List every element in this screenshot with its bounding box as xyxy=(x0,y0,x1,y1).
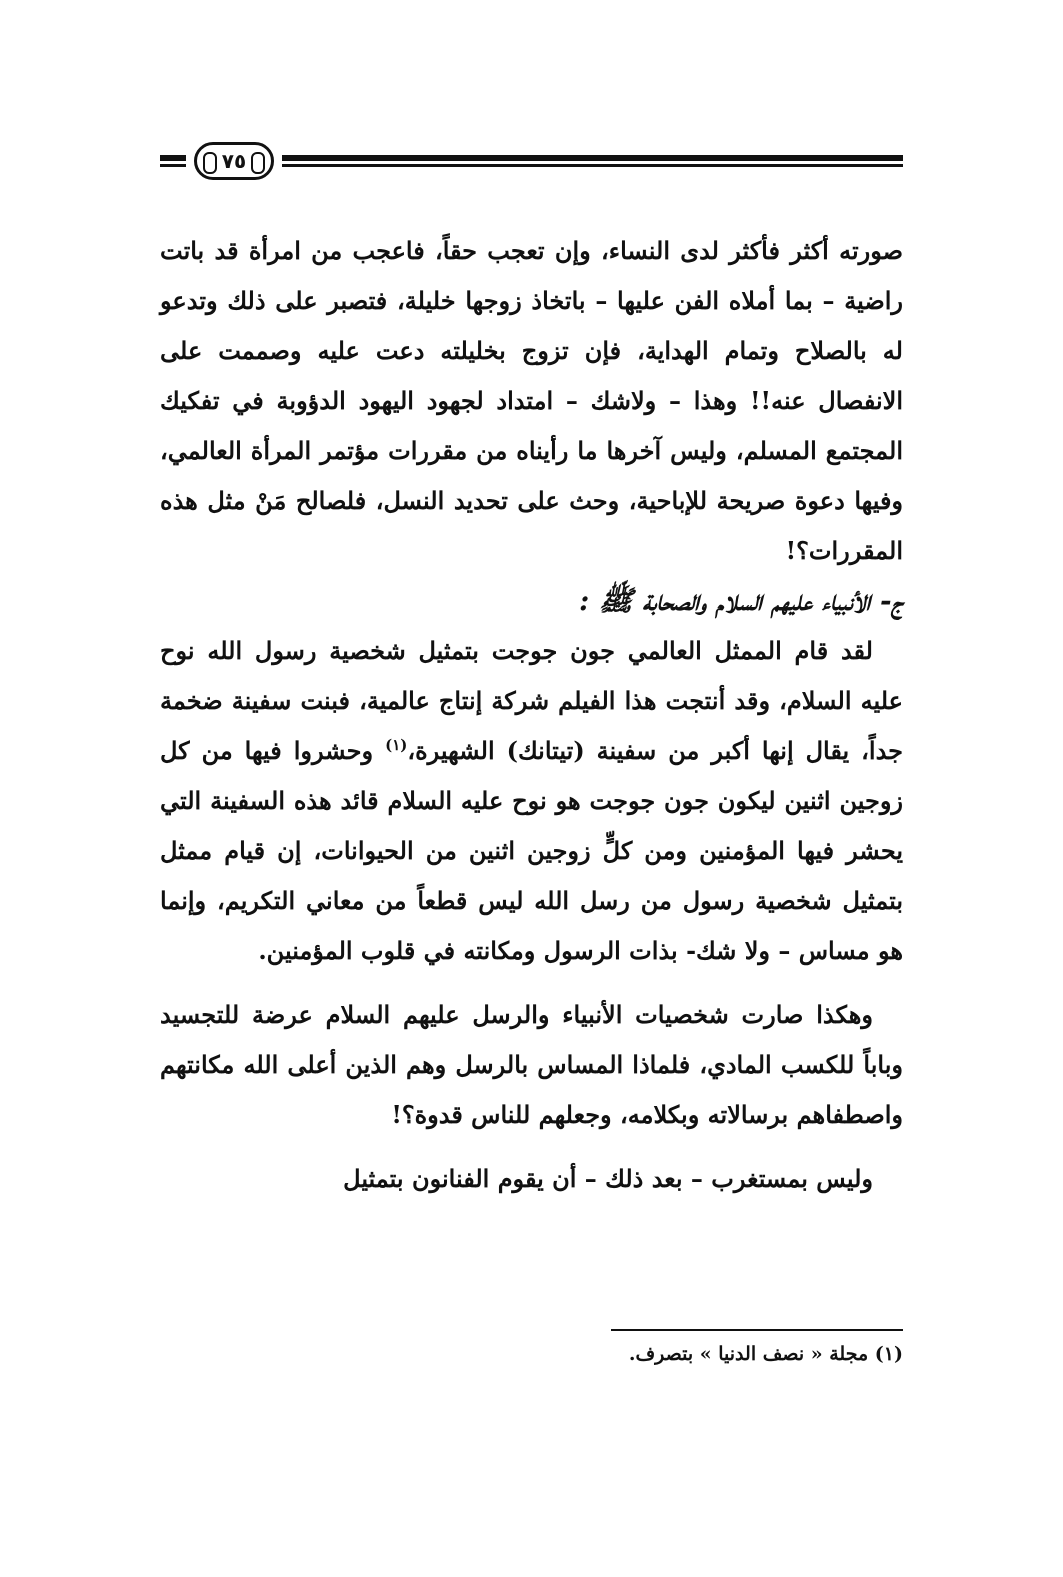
paragraph-2-part-2: وحشروا فيها من كل زوجين اثنين ليكون جون جوجت هو نوح عليه السلام قائد هذه السفينة التي يحشر فيها المؤمنين ومن كلٍّ زوجين اثنين من الحيوانات، إن قيام ممثل بتمثيل شخصية رسول من رسل الله ليس قطعاً من معاني التكريم، وإنما هو مساس – ولا شك- بذات الرسول ومكانته في قلوب المؤمنين. xyxy=(160,736,904,965)
body-text xyxy=(160,226,903,1204)
footnote-marker: (١) xyxy=(385,736,408,754)
header-rule-left xyxy=(160,155,186,168)
paragraph-4: وليس بمستغرب – بعد ذلك – أن يقوم الفنانون بتمثيل xyxy=(343,1164,873,1193)
page-header xyxy=(160,142,903,182)
section-heading: ج- الأنبياء عليهم السلام والصحابة ﷺ : xyxy=(578,584,903,617)
paragraph-3: وهكذا صارت شخصيات الأنبياء والرسل عليهم السلام عرضة للتجسيد وباباً للكسب المادي، فلماذا المساس بالرسل وهم الذين أعلى الله مكانتهم واصطفاهم برسالاته وبكلامه، وجعلهم للناس قدوة؟! xyxy=(160,1000,903,1129)
page-number-ornament xyxy=(194,142,274,180)
footnote-rule xyxy=(611,1329,903,1331)
page-number: ٧٥ xyxy=(221,149,247,173)
footnote: (١) مجلة « نصف الدنيا » بتصرف. xyxy=(628,1343,903,1365)
header-rule-right xyxy=(282,155,903,168)
paragraph-2-part-1: لقد قام الممثل العالمي جون جوجت بتمثيل شخصية رسول الله نوح عليه السلام، وقد أنتجت هذا الفيلم شركة إنتاج عالمية، فبنت سفينة ضخمة جداً، يقال إنها أكبر من سفينة (تيتانك) الشهيرة، xyxy=(160,636,903,765)
paragraph-1: صورته أكثر فأكثر لدى النساء، وإن تعجب حقاً، فاعجب من امرأة قد باتت راضية – بما أملاه الفن عليها – باتخاذ زوجها خليلة، فتصبر على ذلك وتدعو له بالصلاح وتمام الهداية، فإن تزوج بخليلته دعت عليه وصممت على الانفصال عنه!! وهذا – ولاشك – امتداد لجهود اليهود الدؤوبة في تفكيك المجتمع المسلم، وليس آخرها ما رأيناه من مقررات مؤتمر المرأة العالمي، وفيها دعوة صريحة للإباحية، وحث على تحديد النسل، فلصالح مَنْ مثل هذه المقررات؟! xyxy=(160,236,903,565)
paragraph-2 xyxy=(160,626,903,976)
